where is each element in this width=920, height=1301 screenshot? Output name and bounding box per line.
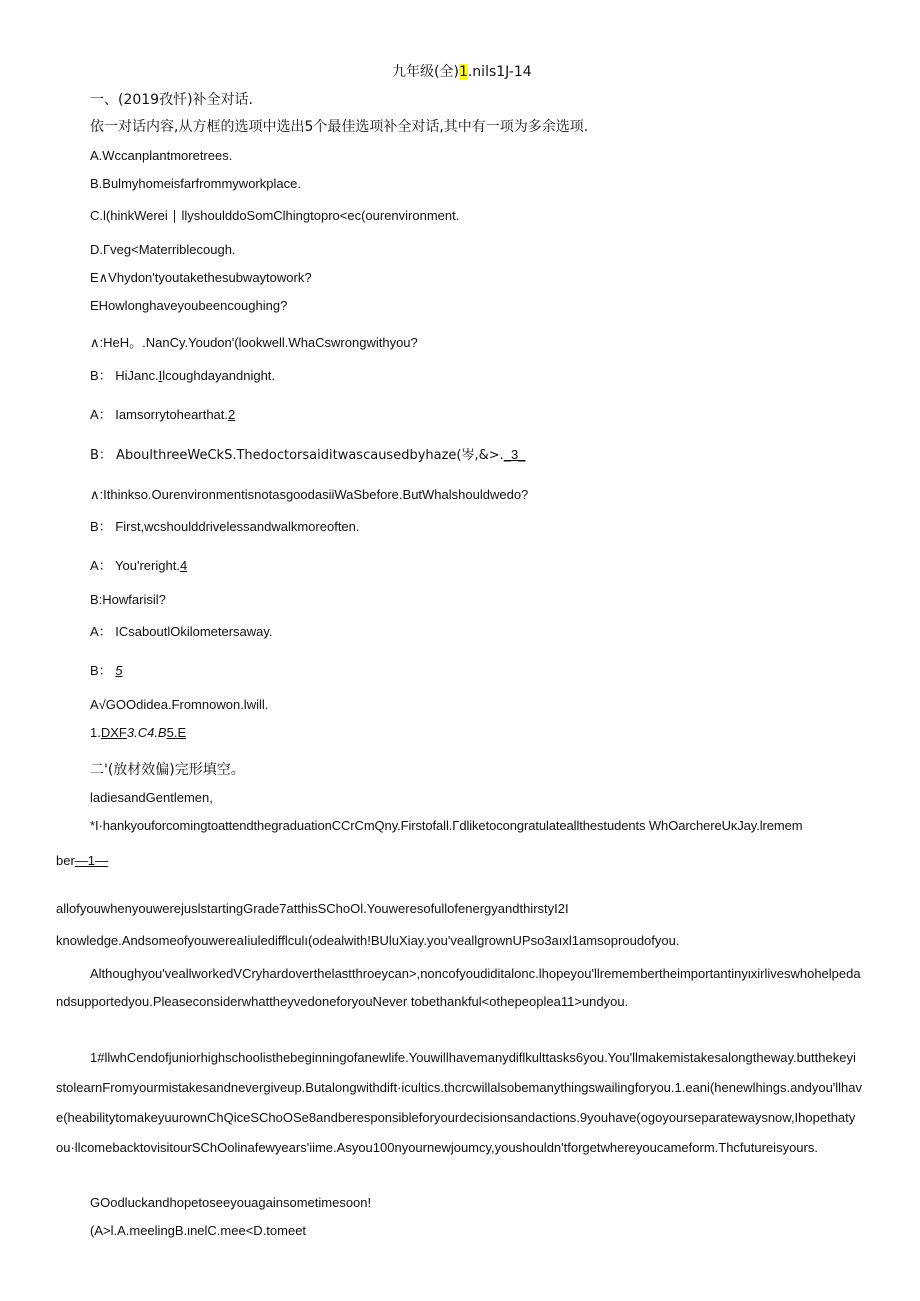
dialogue-line-10 [90, 663, 123, 679]
paragraph-1-line-2 [56, 853, 108, 869]
dialogue-text: A： Iamsorrytohearthat. [90, 407, 228, 422]
paragraph-1-rest: allofyouwhenyouwerejuslstartingGrade7atthisSChoOl.YouweresofullofenergyandthirstyI2I knowledge.AndsomeofyouwereaIiuledifflculı(odealwith!BUluXiay.you'veallgrownUPso3aıxl1amsoproudofyou. [56, 901, 680, 948]
dialogue-text: B： [90, 663, 116, 678]
option-a: A.Wccanplantmoretrees. [90, 148, 233, 163]
dialogue-line-1: ∧:HeH。.NanCy.Youdon'(lookwell.WhaCswrongwithyou? [90, 335, 418, 350]
instruction-text: 依一对话内容,从方框的选项中选出5个最佳选项补全对话,其中有一项为多余选项. [90, 119, 589, 135]
text: ber [56, 853, 75, 868]
answer-number: 1. [90, 725, 101, 740]
closing-line: GOodluckandhopetoseeyouagainsometimesoon! [90, 1195, 372, 1210]
salutation: ladiesandGentlemen, [90, 790, 213, 805]
section-one-instruction [90, 119, 588, 135]
dialogue-text: B： AboulthreeWeCkS.Thedoctorsaiditwascausedbyhaze(岑,&>. [90, 448, 504, 463]
option-f: EHowlonghaveyoubeencoughing? [90, 298, 288, 313]
dialogue-line-3 [90, 407, 235, 423]
blank-4: 4 [179, 558, 188, 573]
page-title-text: 九年级(全) [392, 64, 459, 80]
dialogue-line-4 [90, 447, 526, 464]
answer-3: 3.C [126, 725, 148, 740]
page-title-suffix: .nils1J-14 [467, 64, 532, 80]
dialogue-line-5: ∧:Ithinkso.OurenvironmentisnotasgoodasiiWaSbefore.ButWhalshouldwedo? [90, 487, 529, 502]
option-c: C.l(hinkWerei ∣ llyshoulddoSomClhingtopro<ec(ourenvironment. [90, 208, 460, 223]
section-one-heading: 一、(2019孜忏)补全对话. [90, 92, 254, 108]
dialogue-line-7 [90, 558, 187, 574]
answer-4: 4.B [147, 725, 167, 740]
blank-cloze-1: —1— [74, 853, 109, 868]
dialogue-line-9: A： ICsaboutlOkilometersaway. [90, 624, 273, 639]
answer-1: DX [100, 725, 119, 740]
dialogue-line-11: A√GOOdidea.Fromnowon.lwill. [90, 697, 269, 712]
section-two-heading: 二'(放材效偏)完形填空。 [90, 762, 245, 778]
page-title [392, 64, 532, 80]
option-b: B.Bulmyhomeisfarfrommyworkplace. [90, 176, 301, 191]
question-1: (A>l.A.meelingB.ιnelC.mee<D.tomeet [90, 1223, 307, 1238]
answer-key [90, 725, 186, 741]
dialogue-text: A： You'reright. [90, 558, 180, 573]
answer-5: 5.E [166, 725, 187, 740]
dialogue-text-after: lcoughdayandnight. [162, 368, 276, 383]
answer-2: F [118, 725, 127, 740]
dialogue-text: B： HiJanc. [90, 368, 159, 383]
option-d: D.Γveg<Materriblecough. [90, 242, 236, 257]
dialogue-line-8: B:Howfarisil? [90, 592, 166, 607]
page-title-highlight: 1 [458, 64, 468, 80]
blank-5: 5 [115, 663, 123, 678]
dialogue-line-6: B： First,wcshoulddrivelessandwalkmoreoften. [90, 519, 360, 534]
paragraph-2: Althoughyou'veallworkedVCryhardoverthelastthroeycan>,noncofyoudiditalonc.lhopeyou'llremembertheimportantinyιxirliveswhohelpedandsupportedyou.PleaseconsiderwhattheyvedoneforyouNever tobethankful<othepeoplea11>undyou. [56, 966, 861, 1009]
paragraph-3: 1#llwhCendofjuniorhighschoolisthebeginningofanewlife.Youwillhavemanydiflkulttasks6you.You'llmakemistakesalongtheway.butthekeyistolearnFromyourmistakesandnevergiveup.Butalongwithdift·icultics.thcrcwillalsobemanythingswailingforyou.1.eani(henewlhings.andyou'llhave(heabilitytomakeyuurownChQiceSChoOSe8andberesponsibleforyourdecisionsandactions.9youhave(ogoyourseparatewaysnow,Ihopethatyou·llcomebacktovisitourSChOolinafewyears'iime.Asyou100nyournewjoumcy,youshouldn'tforgetwhereyoucameform.Thcfutureisyours. [56, 1050, 863, 1155]
blank-3: _3_ [503, 447, 526, 462]
dialogue-line-2 [90, 368, 275, 384]
option-e: E∧Vhydon'tyoutakethesubwaytowork? [90, 270, 312, 285]
blank-1: I [158, 368, 163, 383]
paragraph-1-line-1: *I·hankyouforcomingtoattendthegraduationCCrCmQny.Firstofall.Γdliketocongratulateallthestudents WhOarchereUκJay.lremem [90, 818, 803, 833]
blank-2: 2 [228, 407, 236, 422]
